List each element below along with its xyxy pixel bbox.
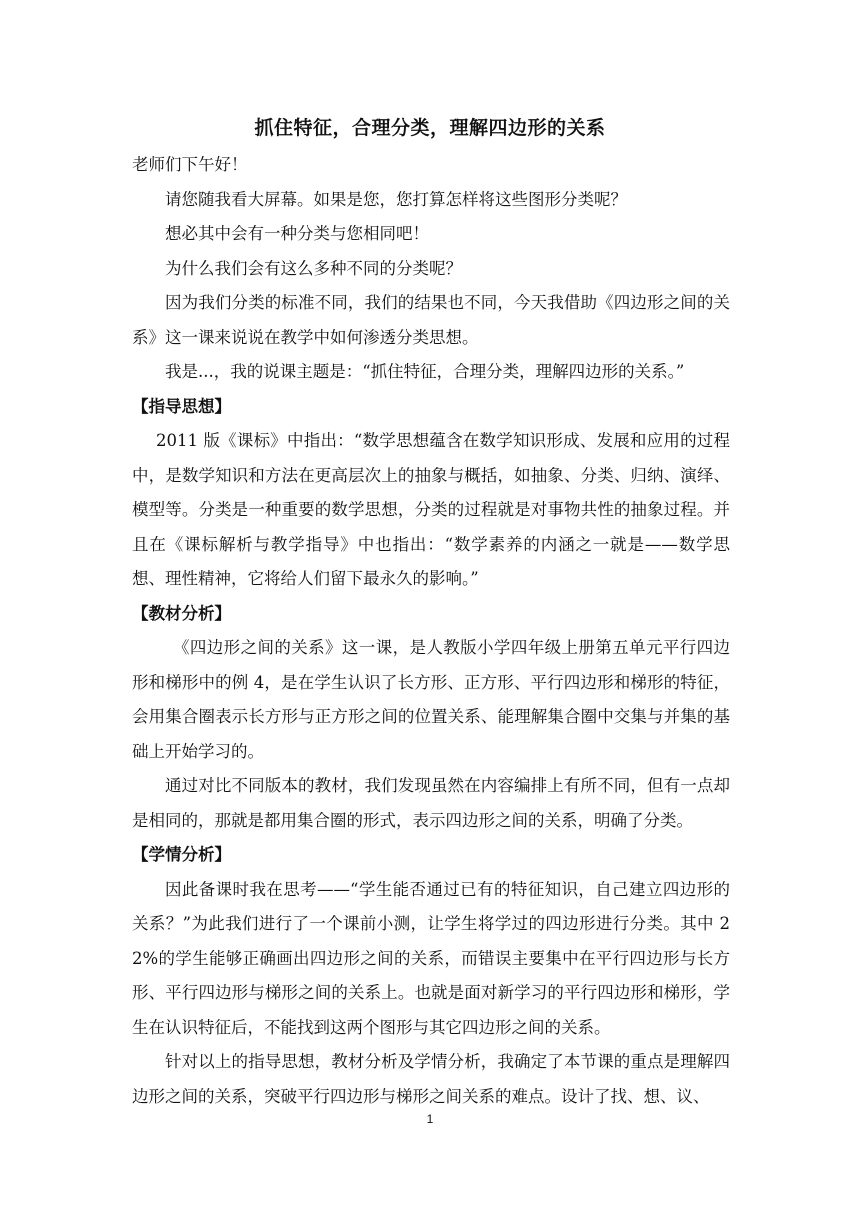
guiding-paragraph: 2011 版《课标》中指出：“数学思想蕴含在数学知识形成、发展和应用的过程中，是数学知识和方法在更高层次上的抽象与概括，如抽象、分类、归纳、演绎、模型等。分类是一种重要的数学思想，分类的过程就是对事物共性的抽象过程。并且在《课标解析与教学指导》中也指出：“数学素养的内涵之一就是——数学思想、理性精神，它将给人们留下最永久的影响。” (132, 431, 730, 588)
section-heading-guiding: 【指导思想】 (132, 396, 231, 416)
textbook-paragraph-1: 《四边形之间的关系》这一课，是人教版小学四年级上册第五单元平行四边形和梯形中的例 4，是在学生认识了长方形、正方形、平行四边形和梯形的特征，会用集合圈表示长方形与正方形之间的位置关系、能理解集合圈中交集与并集的基础上开始学习的。 (132, 638, 730, 761)
section-heading-students: 【学情分析】 (132, 845, 231, 864)
intro-paragraph-4: 因为我们分类的标准不同，我们的结果也不同，今天我借助《四边形之间的关系》这一课来说说在教学中如何渗透分类思想。 (132, 293, 730, 347)
greeting-line: 老师们下午好！ (132, 155, 248, 174)
intro-paragraph-1: 请您随我看大屏幕。如果是您，您打算怎样将这些图形分类呢？ (165, 189, 627, 209)
intro-paragraph-2: 想必其中会有一种分类与您相同吧！ (165, 224, 429, 243)
document-title: 抓住特征，合理分类，理解四边形的关系 (254, 117, 606, 139)
page-number: 1 (426, 1112, 434, 1126)
section-heading-textbook: 【教材分析】 (132, 603, 231, 623)
students-paragraph-2: 针对以上的指导思想，教材分析及学情分析，我确定了本节课的重点是理解四边形之间的关系，突破平行四边形与梯形之间关系的难点。设计了找、想、议、 (132, 1052, 730, 1106)
document-body (132, 148, 730, 1114)
intro-paragraph-3: 为什么我们会有这么多种不同的分类呢？ (165, 258, 462, 278)
students-paragraph-1: 因此备课时我在思考——“学生能否通过已有的特征知识，自己建立四边形的关系？”为此我们进行了一个课前小测，让学生将学过的四边形进行分类。其中 22%的学生能够正确画出四边形之间的关系，而错误主要集中在平行四边形与长方形、平行四边形与梯形之间的关系上。也就是面对新学习的平行四边形和梯形，学生在认识特征后，不能找到这两个图形与其它四边形之间的关系。 (132, 879, 730, 1037)
intro-paragraph-5: 我是...，我的说课主题是：“抓住特征，合理分类，理解四边形的关系。” (165, 362, 685, 381)
textbook-paragraph-2: 通过对比不同版本的教材，我们发现虽然在内容编排上有所不同，但有一点却是相同的，那就是都用集合圈的形式，表示四边形之间的关系，明确了分类。 (132, 776, 730, 830)
